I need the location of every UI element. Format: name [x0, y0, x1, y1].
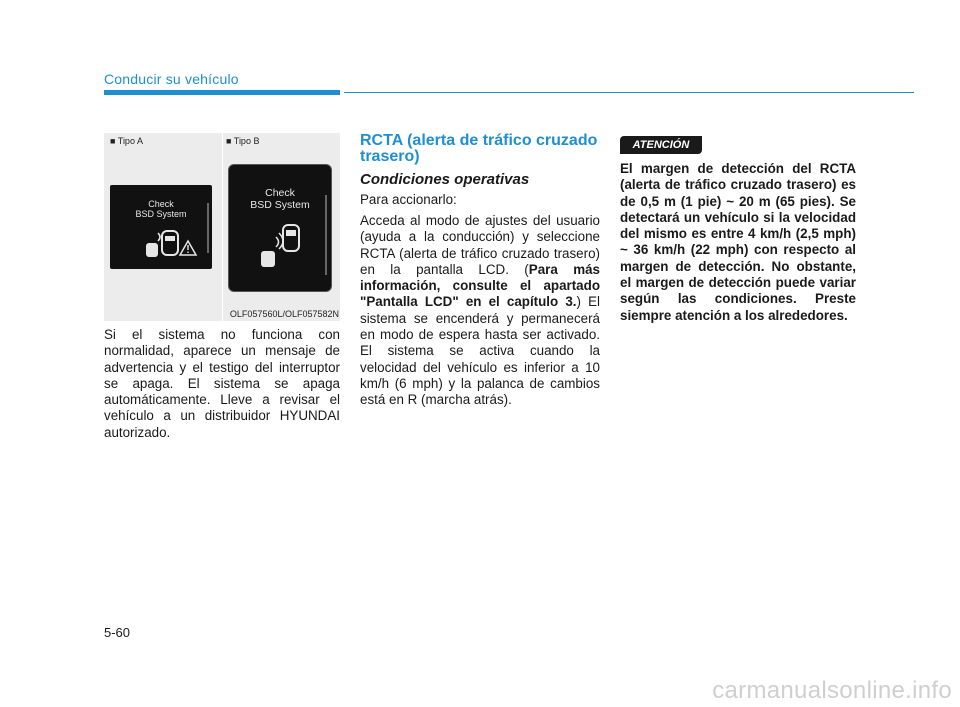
attention-badge: ATENCIÓN: [620, 136, 702, 154]
paragraph-activation: [360, 213, 600, 409]
activation-text-reference: Para más información, consulte el apartado "Pantalla LCD" en el capítulo 3.: [360, 261, 600, 310]
activation-text-part2: ) El sistema se encenderá y permanecerá en modo de espera hasta ser activado. El sistema se activa cuando la velocidad del vehículo es inferior a 10 km/h (6 mph) y la palanca de cambios está en R (marcha atrás).: [360, 294, 600, 408]
paragraph-malfunction: Si el sistema no funciona con normalidad, aparece un mensaje de advertencia y el testigo del interruptor se apaga. El sistema se apaga automáticamente. Lleve a revisar el vehículo a un distribuidor HYUNDAI autorizado.: [104, 327, 340, 440]
screen-message-line1: Check: [265, 187, 295, 199]
section-title: Conducir su vehículo: [104, 71, 239, 87]
figure-label-type-b: ■ Tipo B: [226, 136, 260, 146]
figure-image-code: OLF057560L/OLF057582N: [229, 309, 339, 319]
conditions-subheading: Condiciones operativas: [360, 171, 530, 188]
rcta-heading: RCTA (alerta de tráfico cruzado trasero): [360, 132, 598, 165]
figure-divider: [222, 133, 223, 321]
activation-text-part1: Acceda al modo de ajustes del usuario (ayuda a la conducción) y seleccione RCTA (alerta de tráfico cruzado trasero) en la pantalla LCD. (: [360, 213, 600, 277]
page-number: 5-60: [104, 625, 131, 640]
watermark: carmanualsonline.info: [712, 677, 952, 704]
column-1-text: [104, 327, 340, 441]
bsd-car-warning-icon: [110, 185, 212, 269]
screen-message-line2: BSD System: [135, 209, 187, 220]
screen-message-line1: Check: [148, 199, 174, 209]
paragraph-attention: El margen de detección del RCTA (alerta de tráfico cruzado trasero) es de 0,5 m (1 pie) ~ 20 m (65 pies). Se detectará un vehículo si la velocidad del mismo es entre 4 km/h (2,5 mph) ~ 36 km/h (22 mph) con respecto al margen de detección. No obstante, el margen de detección puede variar según las condiciones. Preste siempre atención a los alrededores.: [620, 161, 856, 323]
cluster-screen-type-a: [110, 185, 212, 269]
cluster-screen-type-b: [228, 164, 332, 292]
header-rule-thick: [104, 90, 340, 95]
figure-bsd-warning: [104, 133, 340, 321]
screen-message-line2: BSD System: [250, 199, 310, 212]
header-rule-thin: [344, 92, 914, 93]
activation-intro: Para accionarlo:: [360, 192, 457, 207]
figure-label-type-a: ■ Tipo A: [110, 136, 143, 146]
bsd-car-icon: [229, 165, 333, 293]
column-3-text: [620, 161, 856, 324]
column-2-text: [360, 213, 600, 409]
